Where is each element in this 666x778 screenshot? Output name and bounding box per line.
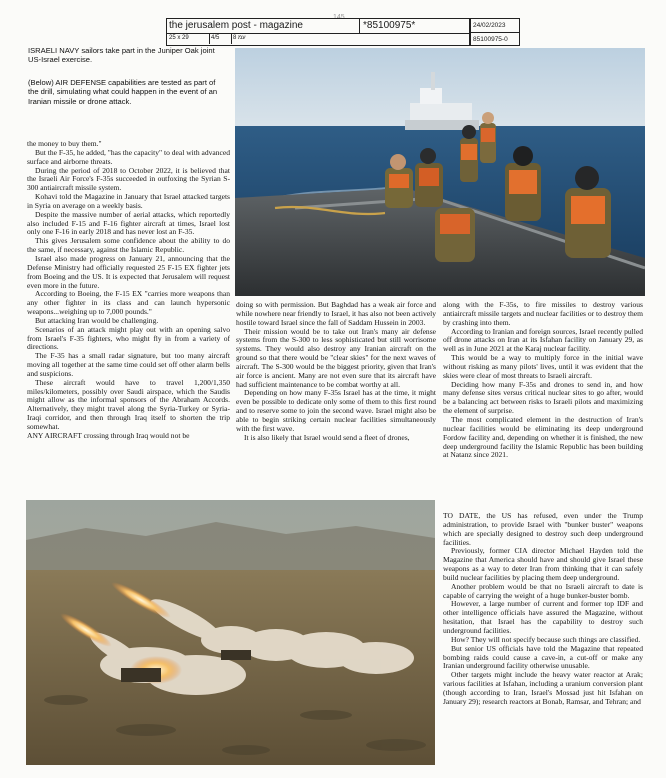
paragraph: According to Iranian and foreign sources, Israel recently pulled off drone attacks on Iran at its Isfahan facility on January 29, as well as in June 2021 at the Karaj nuclear facility. [443, 326, 643, 354]
paragraph: Kohavi told the Magazine in January that Israel attacked targets in Syria on average on a weekly basis. [27, 192, 230, 210]
paragraph: This gives Jerusalem some confidence about the ability to do the same, if necessary, against the Islamic Republic. [27, 236, 230, 255]
rocket-launch-photo [26, 500, 435, 765]
paragraph: Other targets might include the heavy water reactor at Arak; various facilities at Isfahan, including a uranium conversion plant (though according to Iran, Israel's Mossad just hit Isfahan on January 29); research reactors at Bonab, Ramsar, and Tehran; and [443, 670, 643, 706]
paragraph: It is also likely that Israel would send a fleet of drones, [244, 432, 410, 442]
paragraph: But the F-35, he added, "has the capacity" to deal with advanced surface and airborne threats. [27, 147, 230, 166]
paragraph: According to Boeing, the F-15 EX "carries more weapons than any other fighter in its class and can launch hypersonic weapons...weighing up to 7,000 pounds." [27, 289, 230, 317]
paragraph: These aircraft would have to travel 1,200/1,350 miles/kilometers, possibly over Saudi airspace, which the Saudis might allow as the informal sponsors of the Abraham Accords. Alternatively, they might travel along the Syria-Turkey or Syria-Iraqi corridor, and then through Iraq itself to shorten the trip somewhat. [27, 377, 230, 431]
paragraph: Depending on how many F-35s Israel has at the time, it might even be possible to dedicate only some of them to this first round and to reserve some to join the second wave. Israel might also be able to begin striking certain nuclear facilities simultaneously with the first wave. [236, 388, 436, 433]
paragraph: the money to buy them." [27, 139, 102, 148]
paragraph: But senior US officials have told the Magazine that repeated bombing raids could cause a cave-in, a cut-off or make any Iranian underground facility otherwise unusable. [443, 643, 643, 671]
navy-sailors-photo [235, 48, 645, 296]
article-column-1 [27, 140, 230, 441]
clip-date: 24/02/2023 [471, 19, 519, 33]
clip-page-label: 8 עמ [233, 35, 246, 41]
caption-air-defense: (Below) AIR DEFENSE capabilities are tested as part of the drill, simulating what could happen in the event of an Iranian missile or drone attack. [28, 78, 218, 106]
paragraph: Israel also made progress on January 21, announcing that the Defense Ministry had officially requested 25 F-15 EX fighter jets from Boeing and the US. It is expected that Jerusalem will request even more in the future. [27, 253, 230, 290]
publication-name: the jerusalem post - magazine [169, 19, 360, 33]
paragraph: doing so with permission. But Baghdad has a weak air force and while nowhere near friendly to Israel, it has also not been actively hostile toward Israel since the fall of Saddam Hussein in 2003. [236, 300, 436, 327]
paragraph: Deciding how many F-35s and drones to send in, and how many defense sites versus critical nuclear sites to go after, would be a balancing act between risks to Israeli pilots and maximizing the element of surprise. [443, 379, 643, 416]
paragraph: The most complicated element in the destruction of Iran's nuclear facilities would be eliminating its deep underground Fordow facility and, depending on whether it is finished, the new deep underground facility the Islamic Republic has been building at Natanz since 2021. [443, 414, 643, 460]
paragraph: However, a large number of current and former top IDF and other intelligence officials have assured the Magazine, without hesitation, that Israel has the capability to destroy such underground facilities. [443, 599, 643, 635]
paragraph: ANY AIRCRAFT crossing through Iraq would not be [27, 430, 190, 440]
paragraph: The F-35 has a small radar signature, but too many aircraft moving all together at the same time could set off other alarm bells and suspicions. [27, 351, 230, 378]
paragraph: How? They will not specify because such things are classified. [451, 634, 641, 644]
clip-size: 25 x 29 [167, 33, 210, 44]
paragraph: Despite the massive number of aerial attacks, which reportedly also included F-15 and F-16 fighter aircraft at times, Israel lost only one F-16 in early 2018 and has never lost an F-35. [27, 209, 230, 237]
paragraph: TO DATE, the US has refused, even under the Trump administration, to provide Israel with "bunker buster" weapons which are specially designed to destroy such deep underground facilities. [443, 511, 643, 547]
clipping-header [166, 18, 470, 46]
paragraph: Previously, former CIA director Michael Hayden told the Magazine that America should have and should give Israel these weapons as a way to deter Iran from thinking that it can safely build nuclear facilities by placing them deep underground. [443, 546, 643, 582]
clipping-date-box [470, 18, 520, 46]
paragraph: This would be a way to multiply force in the initial wave without risking as many pilots' lives, until it was evident that the skies were clear of most threats to Israeli aircraft. [443, 353, 643, 380]
paragraph: But attacking Iran would be challenging. [35, 315, 159, 325]
caption-navy: ISRAELI NAVY sailors take part in the Juniper Oak joint US-Israel exercise. [28, 46, 215, 65]
article-column-2 [236, 301, 436, 443]
article-column-3 [443, 301, 643, 460]
clip-code: *85100975* [363, 20, 416, 31]
article-column-4 [443, 512, 643, 707]
paragraph: Scenarios of an attack might play out with an opening salvo from Israel's F-35 fighters, who might fly in from a variety of directions. [27, 324, 230, 352]
stamp-number: 145 [333, 14, 345, 21]
clip-id: 85100975-0 [473, 36, 508, 43]
paragraph: along with the F-35s, to fire missiles to destroy various antiaircraft missile targets and nuclear facilities or to destroy them by crashing into them. [443, 300, 643, 327]
clip-pages: 4/5 [209, 33, 232, 44]
paragraph: During the period of 2018 to October 2022, it is believed that the Israeli Air Force's F-35s succeeded in outfoxing the Syrian S-300 antiaircraft missile system. [27, 165, 230, 193]
paragraph: Another problem would be that no Israeli aircraft to date is capable of carrying the weight of a huge bunker-buster bomb. [443, 581, 643, 600]
paragraph: Their mission would be to take out Iran's many air defense systems from the S-300 to less sophisticated but still worrisome systems. They would also destroy any Iranian aircraft on the ground so that there would be "clear skies" for the next waves of aircraft. The S-300 would be the biggest priority, given that Iran's air force is ancient. Many are not even sure that its aircraft have had sufficient maintenance to be combat worthy at all. [236, 326, 436, 389]
